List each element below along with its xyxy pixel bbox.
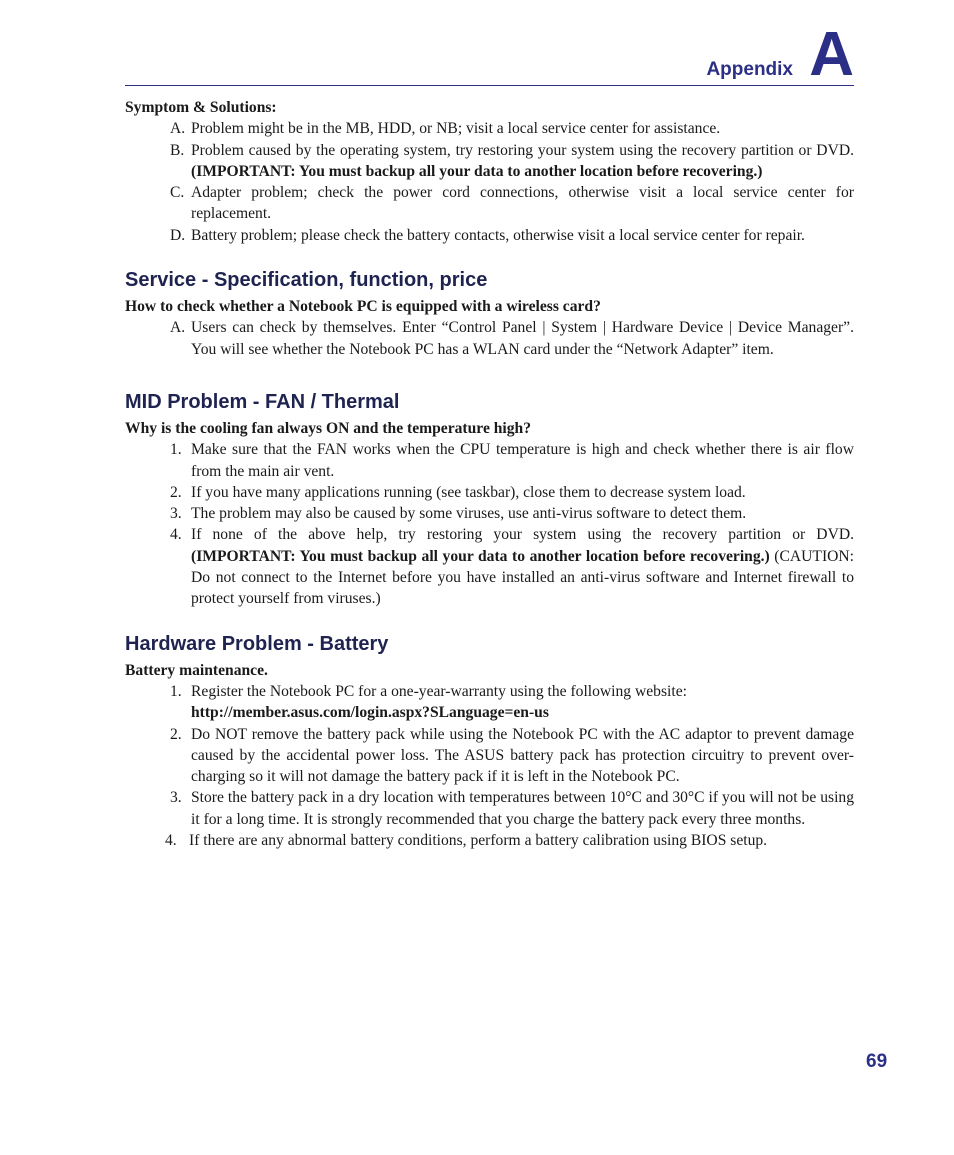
list-marker: D. — [170, 226, 186, 244]
list-marker: 3. — [170, 789, 182, 807]
list-marker: 2. — [170, 483, 182, 501]
list-text: Battery problem; please check the battery contacts, otherwise visit a local service center for repair. — [191, 226, 805, 244]
list-item — [125, 724, 854, 788]
appendix-letter: A — [809, 20, 854, 89]
list-text: If there are any abnormal battery conditions, perform a battery calibration using BIOS setup. — [189, 832, 768, 850]
list-marker: 3. — [170, 505, 182, 523]
list-text: Do NOT remove the battery pack while using the Notebook PC with the AC adaptor to prevent damage caused by the accidental power loss. The ASUS battery pack has protection circuitry to prevent over-charging so it will not damage the battery pack if it is left in the Notebook PC. — [191, 725, 854, 786]
list-text: Make sure that the FAN works when the CPU temperature is high and check whether there is air flow from the main air vent. — [191, 441, 854, 480]
list-marker: A. — [170, 120, 186, 138]
list-item — [125, 225, 854, 246]
list-item — [125, 118, 854, 139]
list-text: Store the battery pack in a dry location with temperatures between 10°C and 30°C if you will not be using it for a long time. It is strongly recommended that you charge the battery pack every three months. — [191, 789, 854, 828]
list-item — [125, 524, 854, 609]
list-text-plain: Register the Notebook PC for a one-year-warranty using the following website: — [191, 682, 687, 700]
header-label: Appendix — [706, 59, 793, 80]
list-text: The problem may also be caused by some viruses, use anti-virus software to detect them. — [191, 505, 747, 523]
list-item — [125, 503, 854, 524]
important-note: (IMPORTANT: You must backup all your data to another location before recovering.) — [191, 547, 770, 565]
list-marker: B. — [170, 141, 185, 159]
list-text: Adapter problem; check the power cord connections, otherwise visit a local service center for replacement. — [191, 184, 854, 223]
list-marker: C. — [170, 184, 185, 202]
section-heading-battery: Hardware Problem - Battery — [125, 632, 389, 655]
question-symptoms: Symptom & Solutions: — [125, 99, 277, 116]
list-text — [191, 524, 854, 609]
list-text-plain: Problem caused by the operating system, try restoring your system using the recovery partition or DVD. — [191, 141, 854, 159]
list-item — [125, 830, 854, 851]
list-item — [125, 317, 854, 360]
list-text: If you have many applications running (see taskbar), close them to decrease system load. — [191, 483, 746, 501]
section-heading-service: Service - Specification, function, price — [125, 269, 488, 292]
list-item — [125, 182, 854, 225]
list-item — [125, 439, 854, 482]
question-wireless-card: How to check whether a Notebook PC is equipped with a wireless card? — [125, 298, 601, 316]
list-text-plain: If none of the above help, try restoring your system using the recovery partition or DVD. — [191, 526, 854, 544]
page-header — [125, 20, 854, 89]
list-text: Users can check by themselves. Enter “Control Panel | System | Hardware Device | Device Manager”. You will see whether the Notebook PC has a WLAN card under the “Network Adapter” item. — [191, 319, 854, 358]
section-heading-fan-thermal: MID Problem - FAN / Thermal — [125, 390, 400, 413]
list-text — [191, 681, 854, 724]
page-number: 69 — [866, 1051, 888, 1072]
list-item — [125, 482, 854, 503]
list-text: Problem might be in the MB, HDD, or NB; visit a local service center for assistance. — [191, 120, 721, 138]
list-marker: 1. — [170, 682, 182, 700]
caution-note: (CAUTION: Do not connect to the Internet before you have installed an anti-virus software and Internet firewall to protect yourself from viruses.) — [191, 547, 854, 608]
question-cooling-fan: Why is the cooling fan always ON and the temperature high? — [125, 419, 532, 437]
list-text — [191, 140, 854, 183]
list-marker: A. — [170, 319, 186, 337]
list-item — [125, 787, 854, 830]
warranty-url: http://member.asus.com/login.aspx?SLanguage=en-us — [191, 704, 549, 722]
list-marker: 1. — [170, 441, 182, 459]
page-content — [125, 97, 854, 851]
list-marker: 2. — [170, 725, 182, 743]
list-marker: 4. — [170, 526, 182, 544]
list-item — [125, 140, 854, 183]
list-item — [125, 681, 854, 724]
important-note: (IMPORTANT: You must backup all your data to another location before recovering.) — [191, 162, 763, 180]
question-battery-maintenance: Battery maintenance. — [125, 661, 268, 679]
list-marker: 4. — [165, 832, 177, 850]
